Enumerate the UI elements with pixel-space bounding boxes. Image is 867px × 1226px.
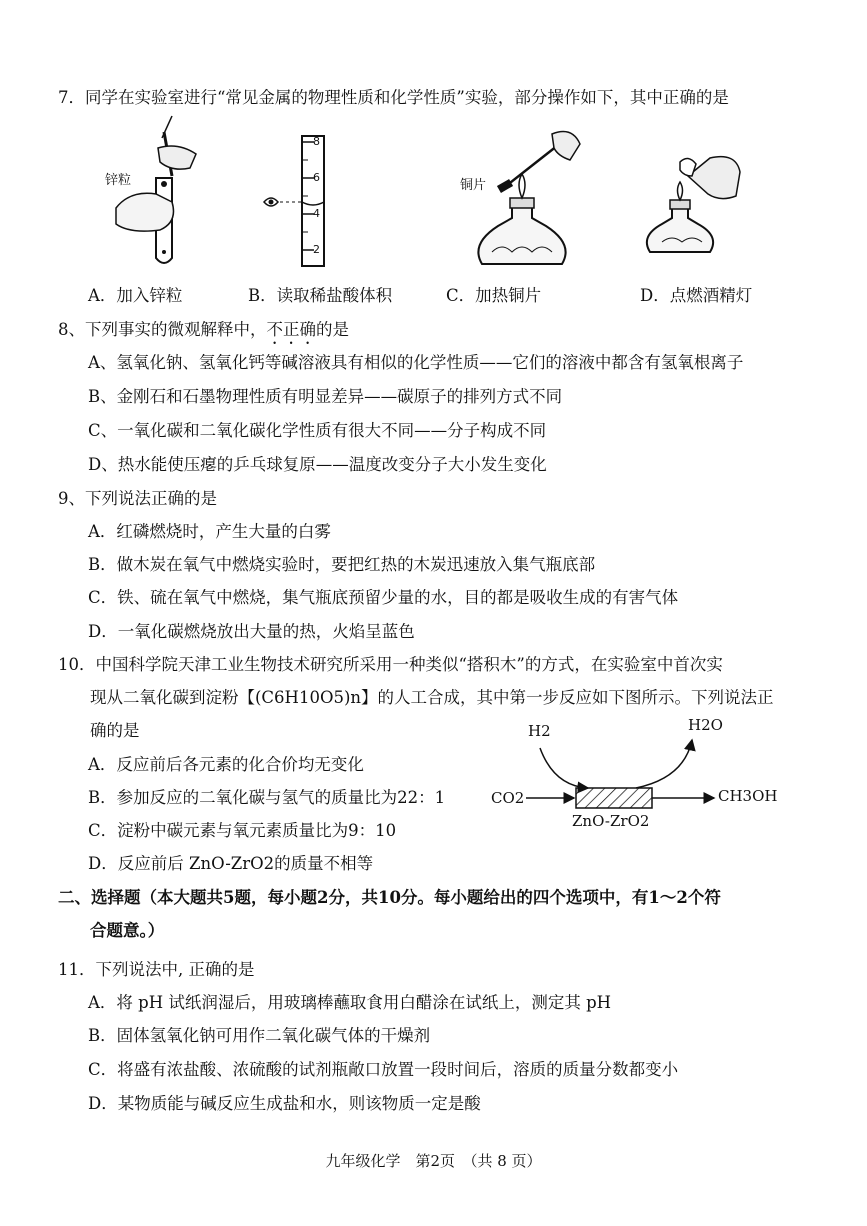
q10-option-d: D．反应前后 ZnO-ZrO2的质量不相等 bbox=[88, 854, 374, 873]
q10-option-c: C．淀粉中碳元素与氧元素质量比为9：10 bbox=[88, 821, 397, 840]
q7-option-a: A．加入锌粒 bbox=[88, 286, 183, 305]
section2-heading-line1: 二、选择题（本大题共5题，每小题2分，共10分。每小题给出的四个选项中，有1～2个符 bbox=[58, 888, 721, 907]
figure-light-lamp bbox=[640, 152, 760, 262]
page-footer: 九年级化学 第2页 （共 8 页） bbox=[325, 1152, 542, 1170]
label-zinc: 锌粒 bbox=[105, 173, 132, 188]
q7-stem: 7．同学在实验室进行“常见金属的物理性质和化学性质”实验，部分操作如下，其中正确的是 bbox=[58, 88, 729, 107]
figure-add-zinc bbox=[100, 112, 210, 272]
q11-option-b: B．固体氢氧化钠可用作二氧化碳气体的干燥剂 bbox=[88, 1026, 431, 1045]
q8-option-c: C、一氧化碳和二氧化碳化学性质有很大不同——分子构成不同 bbox=[88, 421, 547, 440]
q8-option-b: B、金刚石和石墨物理性质有明显差异——碳原子的排列方式不同 bbox=[88, 387, 563, 406]
q11-option-a: A．将 pH 试纸润湿后，用玻璃棒蘸取食用白醋涂在试纸上，测定其 pH bbox=[88, 993, 612, 1012]
q8-option-a: A、氢氧化钠、氢氧化钙等碱溶液具有相似的化学性质——它们的溶液中都含有氢氧根离子 bbox=[88, 353, 744, 372]
q9-option-d: D．一氧化碳燃烧放出大量的热，火焰呈蓝色 bbox=[88, 622, 415, 641]
q9-stem: 9、下列说法正确的是 bbox=[58, 489, 217, 508]
q7-option-b: B．读取稀盐酸体积 bbox=[248, 286, 393, 305]
figure-heat-copper bbox=[462, 126, 592, 276]
q8-option-d: D、热水能使压瘪的乒乓球复原——温度改变分子大小发生变化 bbox=[88, 455, 547, 474]
q8-stem-pre: 8、下列事实的微观解释中， bbox=[58, 320, 267, 339]
diagram-catalyst: ZnO-ZrO2 bbox=[572, 812, 650, 830]
q10-option-b: B．参加反应的二氧化碳与氢气的质量比为22：1 bbox=[88, 788, 446, 807]
diagram-h2: H2 bbox=[528, 722, 551, 740]
q10-stem-line2: 现从二氧化碳到淀粉【(C6H10O5)n】的人工合成，其中第一步反应如下图所示。下列说法正 bbox=[90, 688, 774, 707]
label-copper: 铜片 bbox=[460, 178, 487, 193]
q8-stem-emphasis: 不正确 bbox=[266, 320, 316, 339]
q7-option-c: C．加热铜片 bbox=[446, 286, 542, 305]
q9-option-b: B．做木炭在氧气中燃烧实验时，要把红热的木炭迅速放入集气瓶底部 bbox=[88, 555, 596, 574]
q8-stem bbox=[58, 316, 349, 348]
q11-option-d: D．某物质能与碱反应生成盐和水，则该物质一定是酸 bbox=[88, 1094, 481, 1113]
q9-option-a: A．红磷燃烧时，产生大量的白雾 bbox=[88, 522, 331, 541]
diagram-ch3oh: CH3OH bbox=[718, 787, 778, 805]
tick-8: 8 bbox=[313, 135, 320, 148]
q7-option-d: D．点燃酒精灯 bbox=[640, 286, 753, 305]
diagram-co2: CO2 bbox=[491, 789, 525, 807]
q10-stem-line1: 10．中国科学院天津工业生物技术研究所采用一种类似“搭积木”的方式，在实验室中首次实 bbox=[58, 655, 723, 674]
tick-2: 2 bbox=[313, 243, 320, 256]
q10-stem-line3: 确的是 bbox=[90, 721, 140, 740]
diagram-h2o: H2O bbox=[688, 716, 723, 734]
section2-heading-line2: 合题意。） bbox=[90, 921, 165, 940]
q8-stem-post: 的是 bbox=[316, 320, 349, 339]
q9-option-c: C．铁、硫在氧气中燃烧，集气瓶底预留少量的水，目的都是吸收生成的有害气体 bbox=[88, 588, 679, 607]
q11-option-c: C．将盛有浓盐酸、浓硫酸的试剂瓶敞口放置一段时间后，溶质的质量分数都变小 bbox=[88, 1060, 679, 1079]
q11-stem: 11．下列说法中, 正确的是 bbox=[58, 960, 255, 979]
tick-6: 6 bbox=[313, 171, 320, 184]
q10-option-a: A．反应前后各元素的化合价均无变化 bbox=[88, 755, 364, 774]
tick-4: 4 bbox=[313, 207, 320, 220]
figure-read-cylinder bbox=[258, 132, 358, 272]
